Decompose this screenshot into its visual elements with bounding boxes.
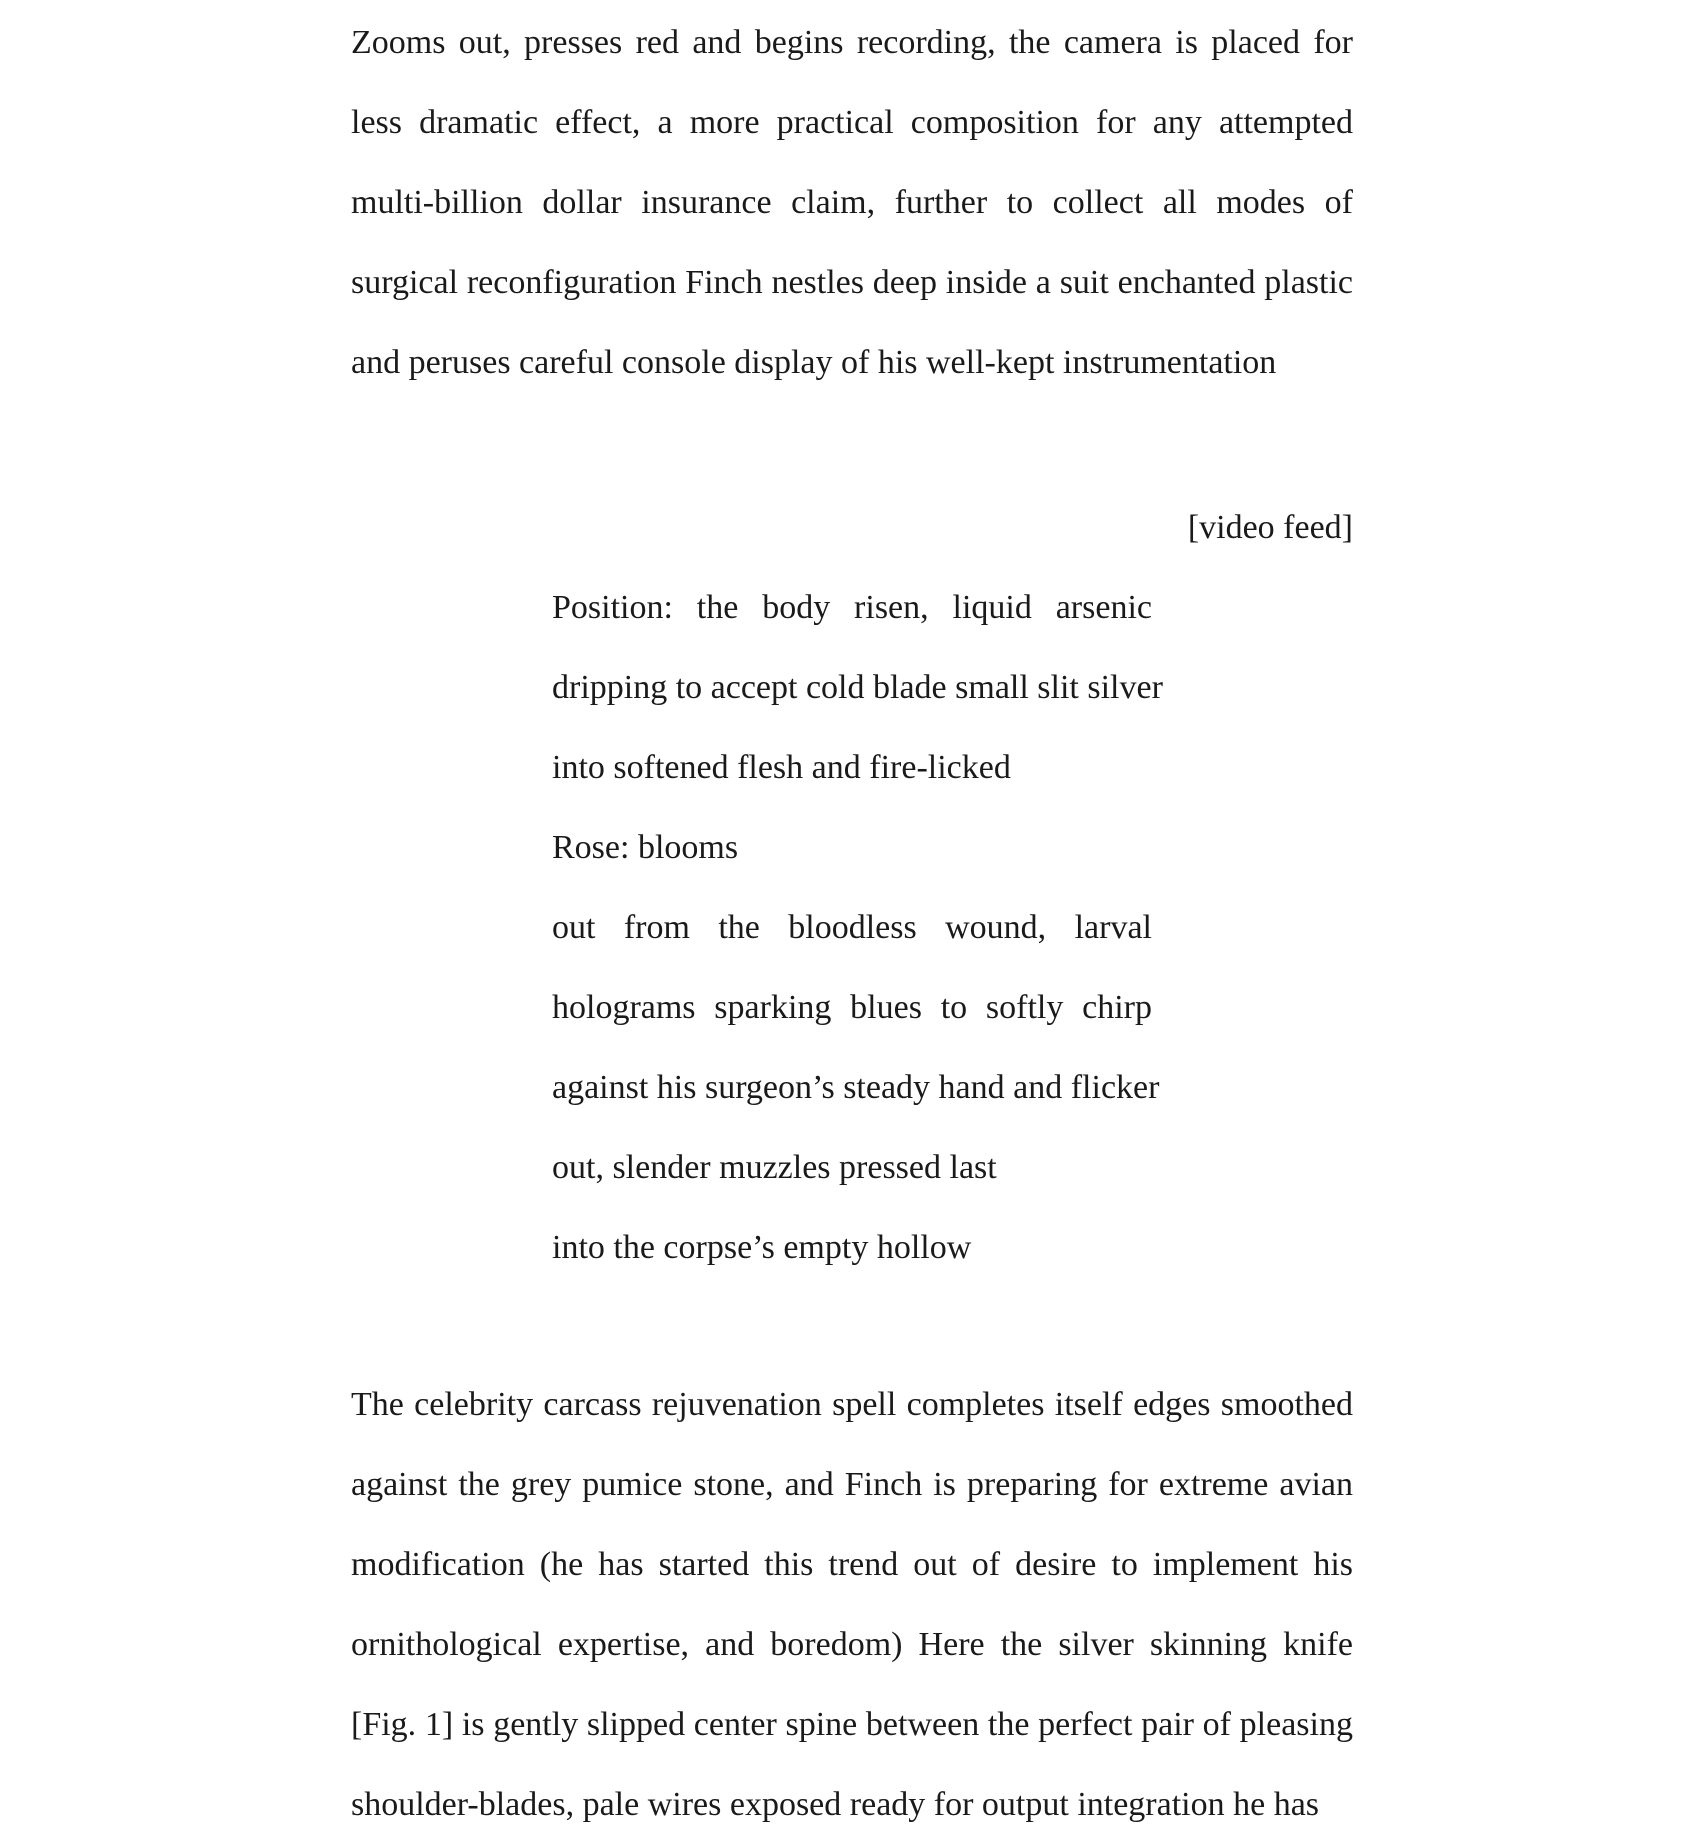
poem-line: dripping to accept cold blade small slit silver bbox=[552, 669, 1163, 706]
poem-block bbox=[552, 568, 1163, 1288]
video-feed-label: [video feed] bbox=[1187, 509, 1353, 546]
poem-line: into the corpse’s empty hollow bbox=[552, 1229, 972, 1266]
poem-line: against his surgeon’s steady hand and flicker bbox=[552, 1069, 1160, 1106]
poem-line: holograms sparking blues to softly chirp bbox=[552, 989, 1152, 1026]
poem-line: Rose: blooms bbox=[552, 829, 739, 866]
poem-line: into softened flesh and fire-licked bbox=[552, 749, 1011, 786]
poem-line: out, slender muzzles pressed last bbox=[552, 1149, 997, 1186]
paragraph-top: Zooms out, presses red and begins recording, the camera is placed for less dramatic effect, a more practical composition for any attempted multi-billion dollar insurance claim, further to collect all modes of surgical reconfiguration Finch nestles deep inside a suit enchanted plastic and peruses careful console display of his well-kept instrumentation bbox=[351, 24, 1353, 381]
paragraph-bottom: The celebrity carcass rejuvenation spell completes itself edges smoothed against the grey pumice stone, and Finch is preparing for extreme avian modification (he has started this trend out of desire to implement his ornithological expertise, and boredom) Here the silver skinning knife [Fig. 1] is gently slipped center spine between the perfect pair of pleasing shoulder-blades, pale wires exposed ready for output integration he has bbox=[351, 1386, 1353, 1823]
poem-line: out from the bloodless wound, larval bbox=[552, 909, 1152, 946]
poem-line: Position: the body risen, liquid arsenic bbox=[552, 589, 1152, 626]
